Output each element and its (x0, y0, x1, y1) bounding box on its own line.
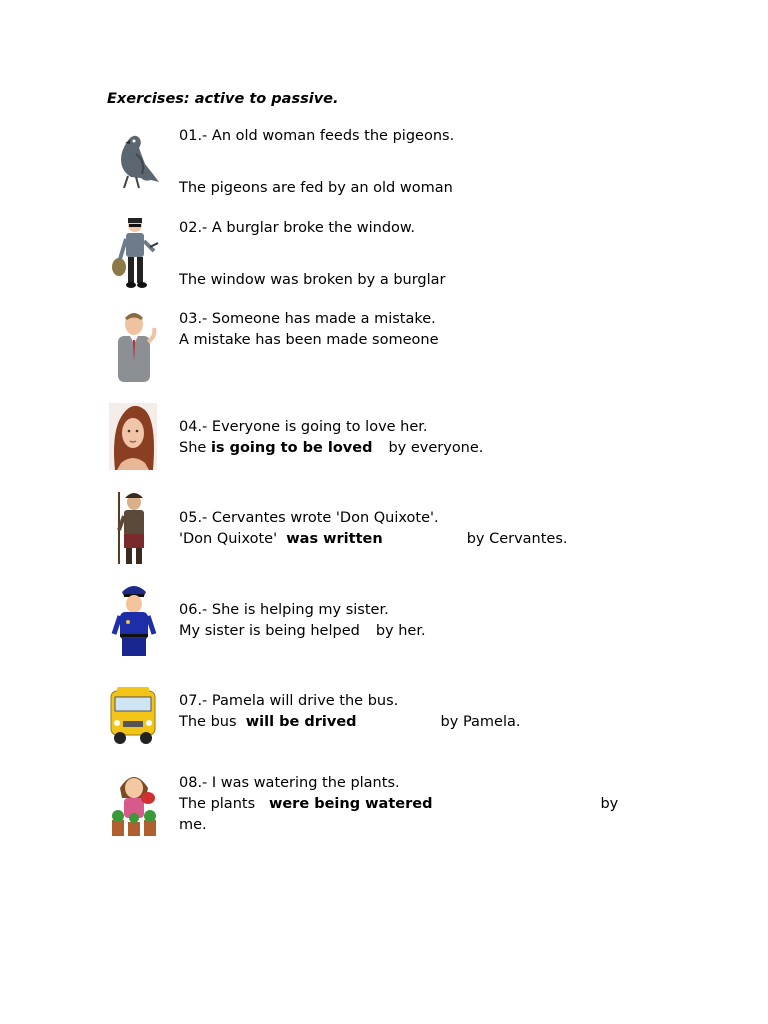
cervantes-icon (108, 490, 160, 565)
answer-prefix: The bus (179, 714, 246, 730)
girl-watering-plants-icon (108, 768, 160, 838)
exercise-8-answer (179, 794, 618, 814)
exercise-3-sentence: 03.- Someone has made a mistake. (179, 311, 436, 327)
exercise-8-sentence: 08.- I was watering the plants. (179, 775, 400, 791)
answer-prefix: The plants (179, 796, 269, 812)
exercise-7-sentence: 07.- Pamela will drive the bus. (179, 693, 399, 709)
answer-verb: will be drived (245, 714, 357, 730)
exercise-5-answer (179, 529, 568, 549)
exercise-8-answer-wrap: me. (179, 817, 207, 833)
answer-verb: were being watered (268, 796, 433, 812)
pigeon-icon (108, 130, 160, 192)
exercise-4-sentence: 04.- Everyone is going to love her. (179, 419, 428, 435)
answer-suffix: by Cervantes. (466, 531, 568, 547)
answer-verb: is going to be loved (210, 440, 373, 456)
burglar-icon (108, 215, 160, 291)
answer-suffix: by her. (375, 623, 426, 639)
page-title: Exercises: active to passive. (107, 91, 339, 107)
exercise-2-answer: The window was broken by a burglar (179, 272, 446, 288)
answer-suffix: by everyone. (388, 440, 484, 456)
exercise-7-answer (179, 712, 521, 732)
exercise-1-sentence: 01.- An old woman feeds the pigeons. (179, 128, 455, 144)
woman-portrait-icon (109, 403, 157, 470)
answer-prefix: She (179, 440, 211, 456)
answer-prefix: 'Don Quixote' (179, 531, 287, 547)
answer-prefix: My sister is being helped (179, 623, 360, 639)
businessman-icon (108, 310, 160, 382)
exercise-6-answer (179, 621, 426, 641)
answer-suffix: by (600, 796, 619, 812)
answer-suffix: by Pamela. (440, 714, 521, 730)
school-bus-icon (109, 685, 157, 747)
exercise-6-sentence: 06.- She is helping my sister. (179, 602, 389, 618)
exercise-1-answer: The pigeons are fed by an old woman (179, 180, 453, 196)
exercise-4-answer (179, 438, 483, 458)
policewoman-icon (108, 582, 160, 657)
exercise-2-sentence: 02.- A burglar broke the window. (179, 220, 416, 236)
exercise-3-answer: A mistake has been made someone (179, 332, 439, 348)
exercise-5-sentence: 05.- Cervantes wrote 'Don Quixote'. (179, 510, 439, 526)
answer-verb: was written (286, 531, 383, 547)
